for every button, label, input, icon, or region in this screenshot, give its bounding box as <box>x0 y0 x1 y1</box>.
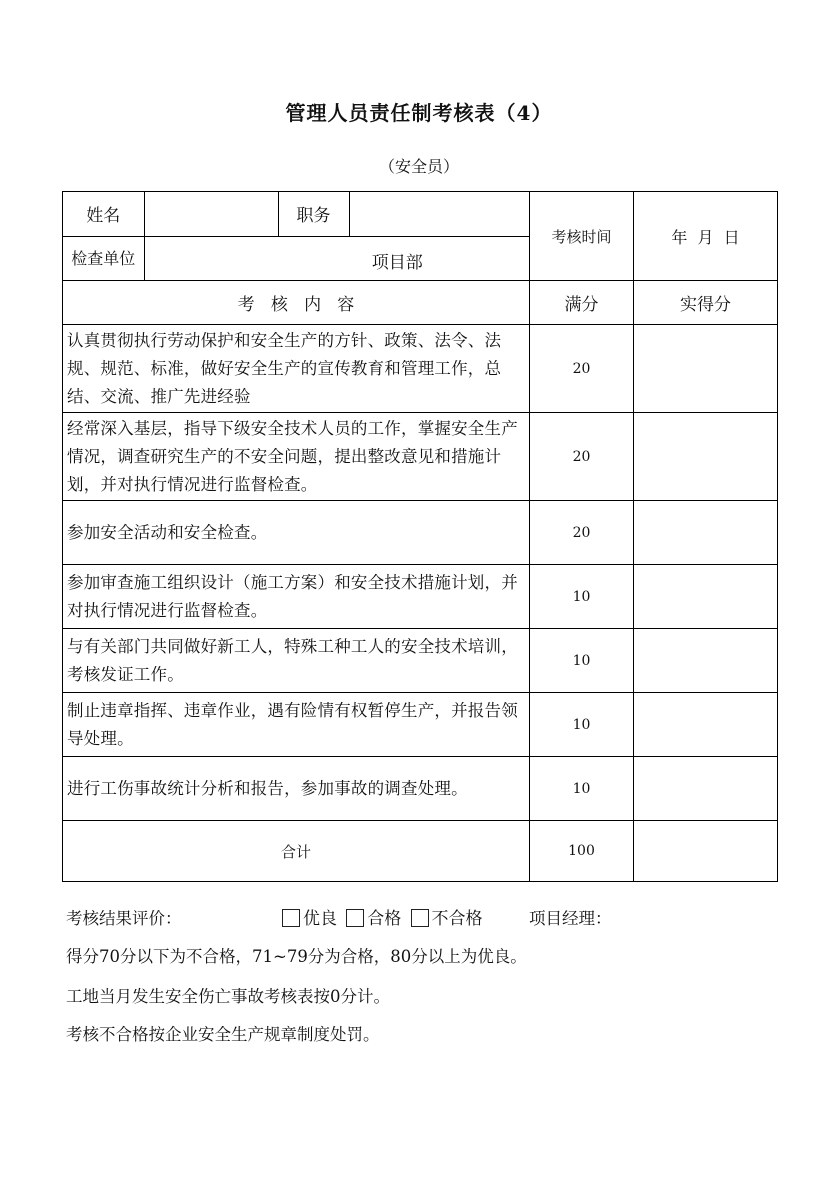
header-info-cell <box>63 192 530 281</box>
item-full-score: 20 <box>530 501 634 565</box>
table-row <box>63 501 778 565</box>
item-full-score: 20 <box>530 325 634 413</box>
time-label: 考核时间 <box>530 192 634 281</box>
manager-label: 项目经理： <box>529 909 612 928</box>
table-row <box>63 325 778 413</box>
item-actual-score[interactable] <box>634 693 778 757</box>
position-field[interactable] <box>349 192 530 236</box>
total-row <box>63 821 778 882</box>
item-content: 认真贯彻执行劳动保护和安全生产的方针、政策、法令、法规、规范、标准，做好安全生产的宣传教育和管理工作，总结、交流、推广先进经验 <box>63 325 530 413</box>
item-full-score: 20 <box>530 413 634 501</box>
total-label: 合计 <box>63 821 530 882</box>
item-full-score: 10 <box>530 693 634 757</box>
actual-score-column-header: 实得分 <box>634 281 778 325</box>
full-score-column-header: 满分 <box>530 281 634 325</box>
item-actual-score[interactable] <box>634 501 778 565</box>
table-row <box>63 693 778 757</box>
item-actual-score[interactable] <box>634 325 778 413</box>
position-label: 职务 <box>278 192 349 236</box>
item-actual-score[interactable] <box>634 413 778 501</box>
excellent-option-label: 优良 <box>303 909 337 929</box>
note-penalty: 考核不合格按企业安全生产规章制度处罚。 <box>66 1025 380 1044</box>
header-info-grid <box>63 192 530 280</box>
item-full-score: 10 <box>530 565 634 629</box>
note-accident: 工地当月发生安全伤亡事故考核表按0分计。 <box>66 987 390 1006</box>
time-field[interactable]: 年 月 日 <box>634 192 778 281</box>
excellent-checkbox[interactable] <box>282 909 300 927</box>
column-header-row <box>63 281 778 325</box>
fail-option-label: 不合格 <box>431 909 483 929</box>
evaluation-row <box>66 904 612 929</box>
table-row <box>63 565 778 629</box>
table-row <box>63 413 778 501</box>
item-content: 进行工伤事故统计分析和报告，参加事故的调查处理。 <box>63 757 530 821</box>
page-subtitle: （安全员） <box>378 157 459 176</box>
unit-field[interactable]: 项目部 <box>144 236 530 280</box>
pass-option-label: 合格 <box>367 909 402 929</box>
page-title: 管理人员责任制考核表（4） <box>285 101 553 125</box>
fail-checkbox[interactable] <box>411 909 429 927</box>
item-actual-score[interactable] <box>634 757 778 821</box>
item-content: 经常深入基层，指导下级安全技术人员的工作，掌握安全生产情况，调查研究生产的不安全问题，提出整改意见和措施计划，并对执行情况进行监督检查。 <box>63 413 530 501</box>
item-actual-score[interactable] <box>634 629 778 693</box>
unit-label: 检查单位 <box>63 236 144 280</box>
item-content: 制止违章指挥、违章作业，遇有险情有权暂停生产，并报告领导处理。 <box>63 693 530 757</box>
assessment-table <box>62 191 778 882</box>
note-scoring: 得分70分以下为不合格，71~79分为合格，80分以上为优良。 <box>66 947 527 966</box>
item-content: 参加审查施工组织设计（施工方案）和安全技术措施计划，并对执行情况进行监督检查。 <box>63 565 530 629</box>
item-full-score: 10 <box>530 757 634 821</box>
content-column-header: 考 核 内 容 <box>63 281 530 325</box>
name-field[interactable] <box>144 192 278 236</box>
table-row <box>63 629 778 693</box>
header-row <box>63 192 778 281</box>
item-content: 参加安全活动和安全检查。 <box>63 501 530 565</box>
item-content: 与有关部门共同做好新工人，特殊工种工人的安全技术培训，考核发证工作。 <box>63 629 530 693</box>
total-actual-score[interactable] <box>634 821 778 882</box>
total-full-score: 100 <box>530 821 634 882</box>
name-label: 姓名 <box>63 192 144 236</box>
item-actual-score[interactable] <box>634 565 778 629</box>
evaluation-label: 考核结果评价： <box>66 909 182 928</box>
pass-checkbox[interactable] <box>346 909 364 927</box>
item-full-score: 10 <box>530 629 634 693</box>
table-row <box>63 757 778 821</box>
